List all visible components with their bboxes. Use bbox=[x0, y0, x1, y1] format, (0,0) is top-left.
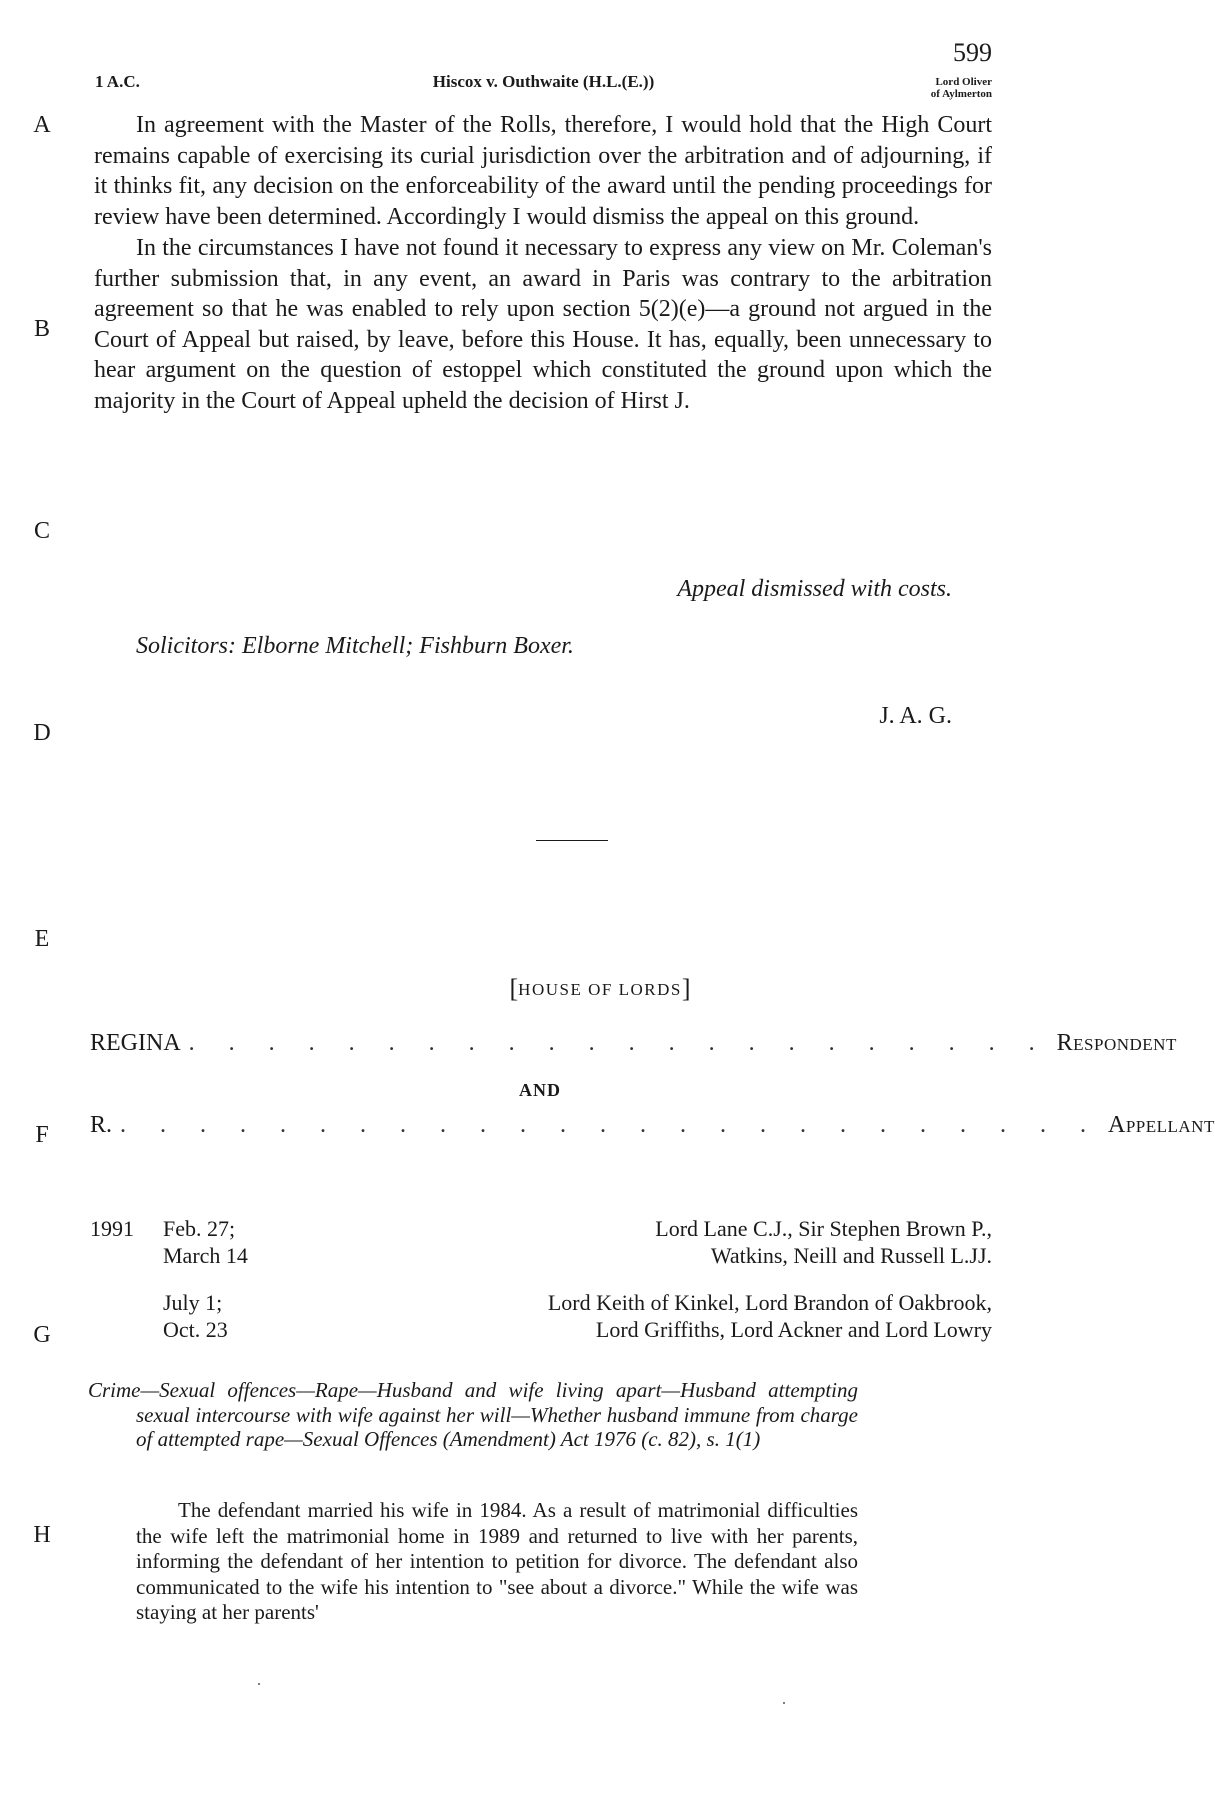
body-paragraph: In agreement with the Master of the Rolls, therefore, I would hold that the High Court remains capable of exercising its curial jurisdiction over the arbitration and of adjourning, if it thinks fit, any decision on the enforceability of the award until the pending proceedings for review have been determined. Accordingly I would dismiss the appeal on this ground. bbox=[94, 112, 992, 230]
margin-marker-b: B bbox=[33, 316, 50, 342]
margin-marker-d: D bbox=[33, 720, 51, 746]
hearing-dates-2 bbox=[163, 1289, 228, 1343]
margin-marker-e: E bbox=[34, 926, 50, 952]
judges-line: Lord Keith of Kinkel, Lord Brandon of Oakbrook, bbox=[547, 1290, 992, 1315]
party-name: R. bbox=[90, 1112, 113, 1138]
hearing-year: 1991 bbox=[90, 1216, 134, 1241]
margin-marker-a: A bbox=[33, 112, 51, 138]
scan-speck bbox=[783, 1702, 785, 1704]
result-line: Appeal dismissed with costs. bbox=[677, 576, 952, 602]
running-head-title: Hiscox v. Outhwaite (H.L.(E.)) bbox=[432, 72, 655, 91]
party-role: Respondent bbox=[1056, 1030, 1177, 1056]
leader-dots: . . . . . . . . . . . . . . . . . . . . . . bbox=[188, 1030, 1049, 1056]
party-row-respondent bbox=[90, 1030, 1177, 1057]
judges-line: Lord Lane C.J., Sir Stephen Brown P., bbox=[655, 1216, 992, 1241]
party-role: Appellant bbox=[1108, 1112, 1215, 1138]
scan-speck bbox=[258, 1683, 260, 1685]
party-conjunction: AND bbox=[519, 1080, 561, 1100]
body-paragraph: In the circumstances I have not found it necessary to express any view on Mr. Coleman's further submission that, in any event, an award in Paris was contrary to the arbitration agreement so that he was enabled to rely upon section 5(2)(e)—a ground not argued in the Court of Appeal but raised, by leave, before this House. It has, equally, been unnecessary to hear argument on the question of estoppel which constituted the ground upon which the majority in the Court of Appeal upheld the decision of Hirst J. bbox=[94, 235, 992, 414]
leader-dots: . . . . . . . . . . . . . . . . . . . . . . . . . bbox=[120, 1112, 1101, 1138]
running-head-right-line1: Lord Oliver bbox=[935, 76, 992, 88]
headnote bbox=[136, 1498, 858, 1626]
judges-line: Lord Griffiths, Lord Ackner and Lord Lowry bbox=[595, 1317, 992, 1342]
running-head-left: 1 A.C. bbox=[95, 72, 140, 91]
page-number: 599 bbox=[953, 38, 992, 67]
court-heading bbox=[0, 974, 1200, 1004]
running-head-right-line2: of Aylmerton bbox=[930, 88, 992, 100]
judges-line: Watkins, Neill and Russell L.JJ. bbox=[710, 1243, 992, 1268]
margin-marker-c: C bbox=[33, 518, 50, 544]
catchwords bbox=[88, 1378, 858, 1452]
section-divider bbox=[536, 840, 608, 841]
hearing-dates-1 bbox=[163, 1215, 248, 1269]
reporter-initials: J. A. G. bbox=[879, 703, 952, 729]
court-name: HOUSE OF LORDS bbox=[518, 980, 682, 999]
hearing-date: Oct. 23 bbox=[163, 1317, 228, 1342]
margin-marker-f: F bbox=[35, 1122, 49, 1148]
margin-marker-h: H bbox=[33, 1522, 51, 1548]
judgment-body bbox=[94, 110, 992, 416]
solicitors-line: Solicitors: Elborne Mitchell; Fishburn Boxer. bbox=[136, 633, 574, 659]
judges-panel-1 bbox=[655, 1215, 992, 1269]
headnote-paragraph: The defendant married his wife in 1984. As a result of matrimonial difficulties the wife left the matrimonial home in 1989 and returned to live with her parents, informing the defendant of her intention to petition for divorce. The defendant also communicated to the wife his intention to "see about a divorce." While the wife was staying at her parents' bbox=[136, 1498, 858, 1624]
party-name: REGINA bbox=[90, 1030, 181, 1056]
running-head-right bbox=[931, 76, 992, 100]
party-row-appellant bbox=[90, 1112, 1215, 1139]
catchwords-text: Crime—Sexual offences—Rape—Husband and wife living apart—Husband attempting sexual intercourse with wife against her will—Whether husband immune from charge of attempted rape—Sexual Offences (Amendment) Act 1976 (c. 82), s. 1(1) bbox=[88, 1378, 858, 1451]
hearing-date: Feb. 27; bbox=[163, 1216, 236, 1241]
hearing-date: March 14 bbox=[163, 1243, 248, 1268]
margin-marker-g: G bbox=[33, 1322, 51, 1348]
court-bracket-close: ] bbox=[681, 974, 691, 1003]
hearing-date: July 1; bbox=[163, 1290, 223, 1315]
judges-panel-2 bbox=[548, 1289, 992, 1343]
court-bracket-open: [ bbox=[509, 974, 519, 1003]
